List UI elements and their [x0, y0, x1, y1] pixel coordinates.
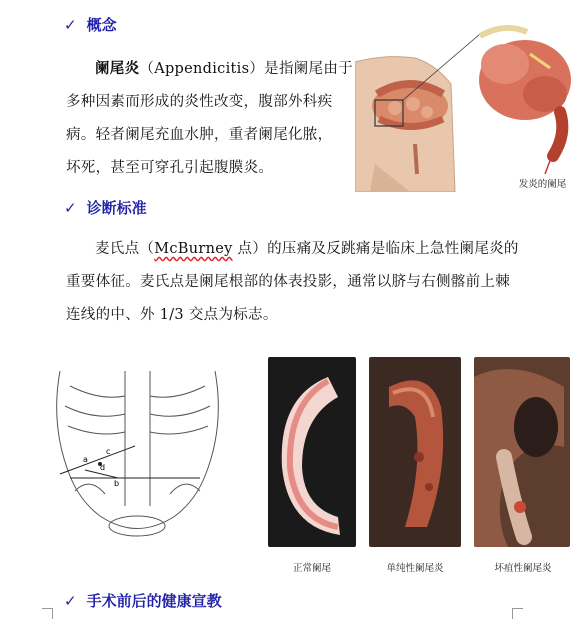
photo-caption: 正常阑尾 [292, 563, 331, 574]
diagnosis-line: 重要体征。麦氏点是阑尾根部的体表投影，通常以脐与右侧髂前上棘 [66, 274, 510, 290]
checkmark-icon: ✓ [64, 591, 77, 610]
concept-line: 病。轻者阑尾充血水肿，重者阑尾化脓， [66, 127, 333, 143]
diagram-label-d: d [100, 463, 106, 472]
section-heading-diagnosis [64, 197, 147, 218]
simple-appendicitis-image [369, 357, 461, 547]
concept-line: 坏死，甚至可穿孔引起腹膜炎。 [66, 160, 274, 176]
concept-line: 多种因素而形成的炎性改变，腹部外科疾 [66, 94, 333, 110]
diagram-label-a: a [83, 455, 88, 464]
anatomy-sketch [40, 366, 235, 546]
photo-caption: 单纯性阑尾炎 [386, 563, 444, 574]
mcburney-point-diagram [40, 366, 235, 546]
section-title: 手术前后的健康宣教 [86, 592, 222, 610]
diagram-label-b: b [114, 479, 120, 488]
concept-text: （Appendicitis）是指阑尾由于 [139, 61, 353, 77]
section-heading-health-education [64, 590, 222, 611]
gangrenous-appendicitis-image [474, 357, 570, 547]
photo-caption: 坏疽性阑尾炎 [494, 563, 552, 574]
normal-appendix-image [268, 357, 356, 547]
page-corner-mark [42, 608, 53, 619]
diagnosis-text: 点）的压痛及反跳痛是临床上急性阑尾炎的 [232, 241, 519, 257]
checkmark-icon: ✓ [64, 15, 77, 34]
diagnosis-line: 连线的中、外 1/3 交点为标志。 [66, 307, 278, 323]
anatomy-caption: 发炎的阑尾 [518, 179, 567, 190]
checkmark-icon: ✓ [64, 198, 77, 217]
photo-normal-appendix [268, 357, 356, 547]
section-title: 概念 [86, 16, 117, 34]
page-corner-mark [512, 608, 523, 619]
photo-simple-appendicitis [369, 357, 461, 547]
section-heading-concept [64, 14, 117, 35]
concept-paragraph [66, 52, 356, 185]
diagnosis-text: 麦氏点（ [95, 241, 155, 257]
concept-term: 阑尾炎 [95, 60, 140, 77]
diagnosis-line [66, 233, 536, 266]
section-title: 诊断标准 [86, 199, 147, 217]
anatomy-illustration [355, 24, 580, 192]
diagnosis-paragraph [66, 233, 536, 332]
diagram-label-c: c [106, 447, 111, 456]
photo-gangrenous-appendicitis [474, 357, 570, 547]
appendix-anatomy-image [355, 24, 580, 192]
concept-line [66, 52, 356, 86]
mcburney-term: McBurney [154, 241, 233, 257]
